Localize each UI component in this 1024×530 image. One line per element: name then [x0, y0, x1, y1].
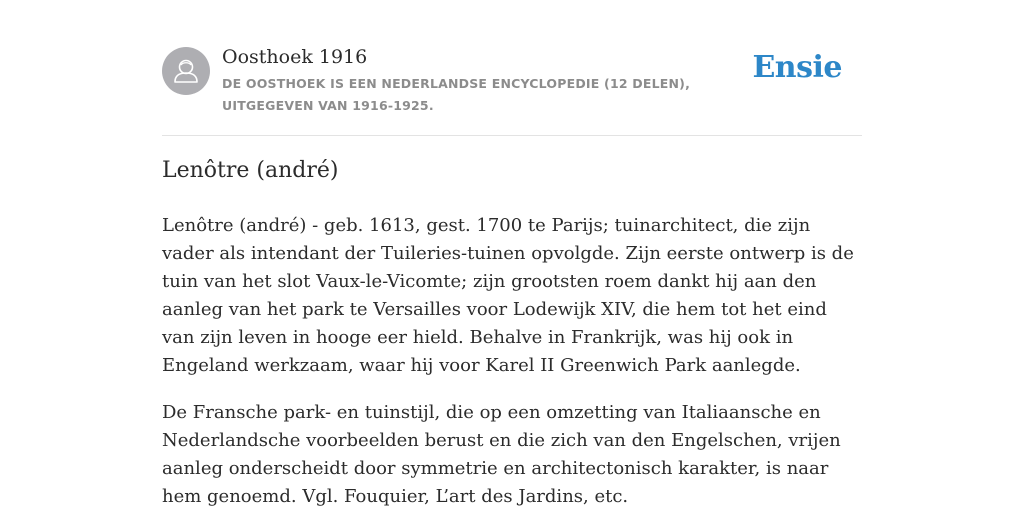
entry-body — [162, 212, 862, 530]
source-header — [162, 45, 862, 135]
header-divider — [162, 135, 862, 136]
entry-paragraph: Lenôtre (andré) - geb. 1613, gest. 1700 te Parijs; tuinarchitect, die zijn vader als intendant der Tuileries-tuinen opvolgde. Zijn eerste ontwerp is de tuin van het slot Vaux-le-Vicomte; zijn grootsten roem dankt hij aan den aanleg van het park te Versailles voor Lodewijk XIV, die hem tot het eind van zijn leven in hooge eer hield. Behalve in Frankrijk, was hij ook in Engeland werkzaam, waar hij voor Karel II Greenwich Park aanlegde. — [162, 215, 854, 376]
source-title[interactable]: Oosthoek 1916 — [222, 46, 368, 68]
entry-title: Lenôtre (andré) — [162, 158, 339, 183]
source-description: DE OOSTHOEK IS EEN NEDERLANDSE ENCYCLOPEDIE (12 DELEN), UITGEGEVEN VAN 1916-1925. — [222, 76, 691, 113]
entry-paragraph: De Fransche park- en tuinstijl, die op een omzetting van Italiaansche en Nederlandsche voorbeelden berust en die zich van den Engelschen, vrijen aanleg onderscheidt door symmetrie en architectonisch karakter, is naar hem genoemd. Vgl. Fouquier, L’art des Jardins, etc. — [162, 402, 841, 507]
brand-logo[interactable]: Ensie — [752, 50, 842, 85]
user-avatar-icon[interactable] — [162, 47, 210, 95]
